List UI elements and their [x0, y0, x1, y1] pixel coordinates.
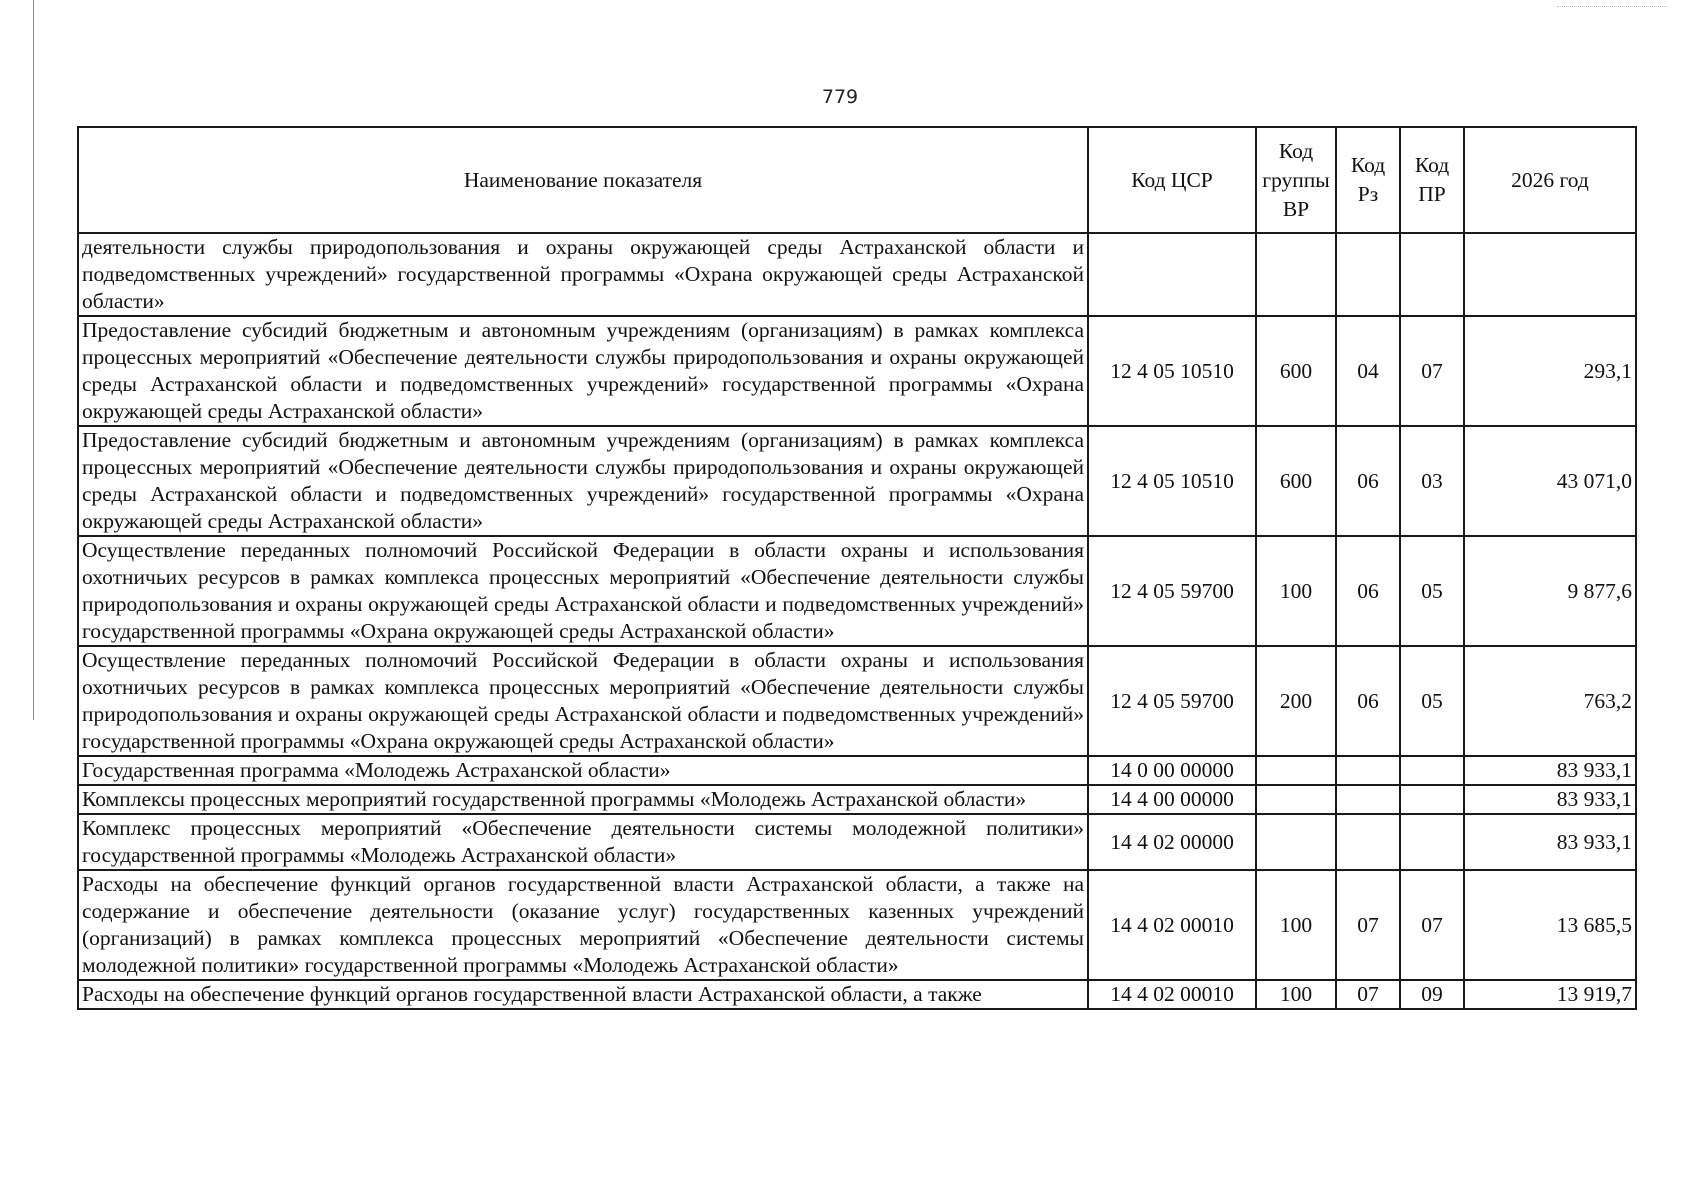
- row-name: Расходы на обеспечение функций органов государственной власти Астраханской области, а также на содержание и обеспечение деятельности (оказание услуг) государственных казенных учреждений (организаций) в рамках комплекса процессных мероприятий «Обеспечение деятельности системы молодежной политики» государственной программы «Молодежь Астраханской области»: [78, 870, 1088, 980]
- page-number: 779: [821, 86, 859, 108]
- row-csr: 14 4 02 00000: [1088, 814, 1256, 870]
- row-vr: 200: [1256, 646, 1336, 756]
- row-amount: 83 933,1: [1464, 785, 1636, 814]
- table-row: [78, 536, 1636, 646]
- row-rz: 07: [1336, 870, 1400, 980]
- row-rz: 06: [1336, 426, 1400, 536]
- row-csr: 12 4 05 59700: [1088, 646, 1256, 756]
- table-row: [78, 233, 1636, 316]
- row-pr: 09: [1400, 980, 1464, 1009]
- header-rz: Код Рз: [1336, 127, 1400, 233]
- row-name: Предоставление субсидий бюджетным и автономным учреждениям (организациям) в рамках комплекса процессных мероприятий «Обеспечение деятельности службы природопользования и охраны окружающей среды Астраханской области и подведомственных учреждений» государственной программы «Охрана окружающей среды Астраханской области»: [78, 316, 1088, 426]
- row-rz: [1336, 785, 1400, 814]
- row-rz: 04: [1336, 316, 1400, 426]
- header-vr: Код группы ВР: [1256, 127, 1336, 233]
- row-amount: 83 933,1: [1464, 814, 1636, 870]
- row-csr: 12 4 05 10510: [1088, 426, 1256, 536]
- row-name: Предоставление субсидий бюджетным и автономным учреждениям (организациям) в рамках комплекса процессных мероприятий «Обеспечение деятельности службы природопользования и охраны окружающей среды Астраханской области и подведомственных учреждений» государственной программы «Охрана окружающей среды Астраханской области»: [78, 426, 1088, 536]
- row-amount: [1464, 233, 1636, 316]
- table-row: [78, 646, 1636, 756]
- budget-table: [77, 126, 1637, 1010]
- row-amount: 13 685,5: [1464, 870, 1636, 980]
- row-csr: 14 4 02 00010: [1088, 980, 1256, 1009]
- row-csr: 12 4 05 59700: [1088, 536, 1256, 646]
- row-amount: 763,2: [1464, 646, 1636, 756]
- row-vr: 100: [1256, 870, 1336, 980]
- table-row: [78, 316, 1636, 426]
- table-header-row: [78, 127, 1636, 233]
- row-csr: 14 4 00 00000: [1088, 785, 1256, 814]
- table-row: [78, 426, 1636, 536]
- row-vr: [1256, 814, 1336, 870]
- row-pr: [1400, 756, 1464, 785]
- row-rz: [1336, 814, 1400, 870]
- header-year: 2026 год: [1464, 127, 1636, 233]
- row-name: Комплексы процессных мероприятий государственной программы «Молодежь Астраханской области»: [78, 785, 1088, 814]
- row-amount: 13 919,7: [1464, 980, 1636, 1009]
- row-pr: 07: [1400, 316, 1464, 426]
- page-margin-line: [33, 0, 34, 720]
- row-rz: 06: [1336, 536, 1400, 646]
- row-rz: [1336, 756, 1400, 785]
- row-name: Государственная программа «Молодежь Астраханской области»: [78, 756, 1088, 785]
- row-name: деятельности службы природопользования и охраны окружающей среды Астраханской области и подведомственных учреждений» государственной программы «Охрана окружающей среды Астраханской области»: [78, 233, 1088, 316]
- table-row: [78, 756, 1636, 785]
- row-name: Комплекс процессных мероприятий «Обеспечение деятельности системы молодежной политики» государственной программы «Молодежь Астраханской области»: [78, 814, 1088, 870]
- table-row: [78, 785, 1636, 814]
- row-pr: 07: [1400, 870, 1464, 980]
- row-vr: 100: [1256, 980, 1336, 1009]
- row-vr: [1256, 756, 1336, 785]
- row-pr: [1400, 233, 1464, 316]
- row-csr: [1088, 233, 1256, 316]
- row-vr: 600: [1256, 426, 1336, 536]
- row-pr: [1400, 785, 1464, 814]
- table-row: [78, 814, 1636, 870]
- row-pr: [1400, 814, 1464, 870]
- row-pr: 05: [1400, 646, 1464, 756]
- row-csr: 14 0 00 00000: [1088, 756, 1256, 785]
- header-pr: Код ПР: [1400, 127, 1464, 233]
- corner-mark: [1557, 6, 1667, 9]
- row-amount: 9 877,6: [1464, 536, 1636, 646]
- row-rz: [1336, 233, 1400, 316]
- row-pr: 05: [1400, 536, 1464, 646]
- row-vr: [1256, 233, 1336, 316]
- row-name: Осуществление переданных полномочий Российской Федерации в области охраны и использования охотничьих ресурсов в рамках комплекса процессных мероприятий «Обеспечение деятельности службы природопользования и охраны окружающей среды Астраханской области и подведомственных учреждений» государственной программы «Охрана окружающей среды Астраханской области»: [78, 646, 1088, 756]
- header-name: Наименование показателя: [78, 127, 1088, 233]
- row-vr: 100: [1256, 536, 1336, 646]
- row-vr: 600: [1256, 316, 1336, 426]
- table-row: [78, 870, 1636, 980]
- row-rz: 06: [1336, 646, 1400, 756]
- row-amount: 293,1: [1464, 316, 1636, 426]
- row-name: Расходы на обеспечение функций органов государственной власти Астраханской области, а также: [78, 980, 1088, 1009]
- row-name: Осуществление переданных полномочий Российской Федерации в области охраны и использования охотничьих ресурсов в рамках комплекса процессных мероприятий «Обеспечение деятельности службы природопользования и охраны окружающей среды Астраханской области и подведомственных учреждений» государственной программы «Охрана окружающей среды Астраханской области»: [78, 536, 1088, 646]
- row-vr: [1256, 785, 1336, 814]
- row-rz: 07: [1336, 980, 1400, 1009]
- row-csr: 14 4 02 00010: [1088, 870, 1256, 980]
- row-csr: 12 4 05 10510: [1088, 316, 1256, 426]
- header-csr: Код ЦСР: [1088, 127, 1256, 233]
- row-amount: 83 933,1: [1464, 756, 1636, 785]
- table-row: [78, 980, 1636, 1009]
- row-pr: 03: [1400, 426, 1464, 536]
- row-amount: 43 071,0: [1464, 426, 1636, 536]
